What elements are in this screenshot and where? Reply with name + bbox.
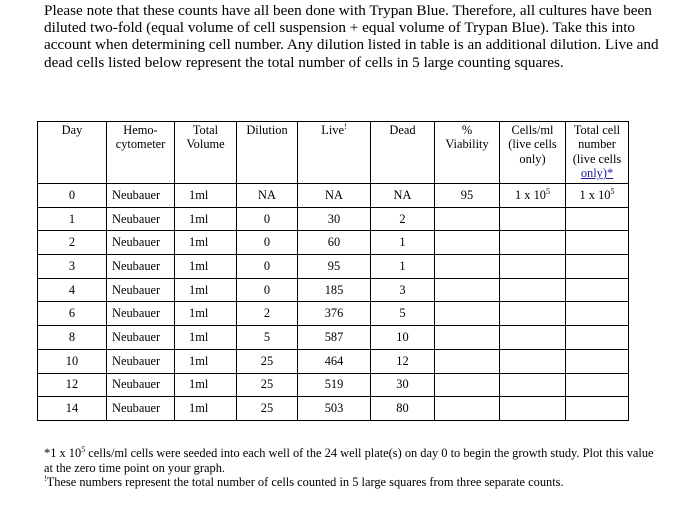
cell-total-cell-number [566, 184, 629, 208]
cell-dilution [237, 184, 298, 208]
cell-live [298, 397, 371, 421]
cell-hemocytometer-value: Neubauer [112, 401, 161, 416]
cell-total-cell-number [566, 373, 629, 397]
cell-dead-value: NA [393, 187, 412, 202]
cell-cells-per-ml [500, 231, 566, 255]
cell-total-volume [175, 302, 237, 326]
cell-day-value: 10 [65, 353, 79, 368]
cell-dilution [237, 302, 298, 326]
cell-total-volume-value: 1ml [189, 306, 209, 321]
table-row [38, 302, 629, 326]
cell-dead-value: 1 [399, 235, 406, 250]
cell-dilution [237, 349, 298, 373]
cell-live [298, 255, 371, 279]
cell-total-volume-value: 1ml [189, 211, 209, 226]
cell-dead [371, 207, 435, 231]
header-dead [371, 122, 435, 184]
cell-live [298, 373, 371, 397]
cell-cells-per-ml-exponent: 5 [545, 186, 550, 196]
footnote-star: * [44, 446, 51, 460]
cell-dilution-value: NA [258, 187, 276, 202]
header-cells-per-ml-label: Cells/ml (live cells only) [508, 123, 557, 166]
cell-dilution [237, 373, 298, 397]
cell-hemocytometer [107, 302, 175, 326]
cell-viability-value: 95 [460, 187, 474, 202]
cell-day [38, 278, 107, 302]
footnotes [44, 446, 664, 490]
cell-live-value: 60 [327, 235, 341, 250]
cell-live [298, 184, 371, 208]
cell-total-volume [175, 207, 237, 231]
cell-day-value: 12 [65, 377, 79, 392]
footnote-counts-mark: ! [44, 473, 47, 483]
cell-cells-per-ml [500, 278, 566, 302]
cell-total-volume-value: 1ml [189, 235, 209, 250]
cell-dead [371, 326, 435, 350]
cell-dilution-value: 5 [263, 329, 271, 344]
cell-cells-per-ml-value: 1 x 10 [515, 187, 546, 202]
cell-dilution-value: 25 [260, 377, 274, 392]
table-row [38, 255, 629, 279]
cell-cells-per-ml [500, 184, 566, 208]
cell-total-volume-value: 1ml [189, 282, 209, 297]
header-dead-label: Dead [389, 123, 416, 137]
header-hemocytometer-label: Hemo- cytometer [115, 123, 166, 152]
table-row [38, 349, 629, 373]
cell-hemocytometer [107, 184, 175, 208]
cell-hemocytometer [107, 397, 175, 421]
cell-viability [435, 349, 500, 373]
cell-live-value: 185 [324, 282, 344, 297]
cell-live-value: 376 [324, 306, 344, 321]
cell-dead-value: 12 [396, 353, 409, 368]
cell-total-cell-number [566, 231, 629, 255]
cell-live [298, 349, 371, 373]
cell-count-table [37, 121, 629, 421]
header-live [298, 122, 371, 184]
cell-viability [435, 397, 500, 421]
footnote-seeding-text: cells/ml cells were seeded into each well of the 24 well plate(s) on day 0 to begin the growth study. Plot this value at the zero time point on your graph. [44, 446, 654, 475]
cell-total-cell-number [566, 207, 629, 231]
cell-live [298, 231, 371, 255]
cell-dilution [237, 397, 298, 421]
header-hemocytometer [107, 122, 175, 184]
cell-hemocytometer [107, 326, 175, 350]
cell-hemocytometer-value: Neubauer [112, 282, 161, 297]
cell-day-value: 6 [68, 306, 76, 321]
cell-dead-value: 10 [396, 329, 409, 344]
cell-day-value: 1 [68, 211, 76, 226]
cell-dilution [237, 278, 298, 302]
cell-day-value: 0 [68, 187, 76, 202]
cell-total-volume-value: 1ml [189, 258, 209, 273]
cell-viability [435, 255, 500, 279]
header-dilution [237, 122, 298, 184]
cell-day-value: 8 [68, 329, 76, 344]
footnote-seeding-value: 1 x 10 [50, 446, 82, 460]
header-viability [435, 122, 500, 184]
cell-dilution-value: 0 [263, 258, 271, 273]
cell-hemocytometer [107, 207, 175, 231]
cell-day [38, 326, 107, 350]
header-viability-label: % Viability [445, 123, 489, 152]
table-row [38, 373, 629, 397]
cell-hemocytometer-value: Neubauer [112, 258, 161, 273]
cell-hemocytometer [107, 373, 175, 397]
cell-day-value: 4 [68, 282, 76, 297]
cell-dilution [237, 231, 298, 255]
cell-total-volume-value: 1ml [189, 353, 209, 368]
cell-day [38, 397, 107, 421]
cell-dead [371, 255, 435, 279]
cell-cells-per-ml [500, 373, 566, 397]
cell-dilution-value: 0 [263, 235, 271, 250]
cell-viability [435, 373, 500, 397]
cell-dead [371, 278, 435, 302]
cell-live-value: 503 [324, 401, 344, 416]
cell-total-cell-number [566, 278, 629, 302]
cell-dead-value: 5 [399, 306, 406, 321]
cell-day [38, 373, 107, 397]
cell-hemocytometer [107, 255, 175, 279]
cell-total-cell-number [566, 255, 629, 279]
cell-total-volume [175, 397, 237, 421]
cell-cells-per-ml [500, 207, 566, 231]
cell-total-volume-value: 1ml [189, 329, 209, 344]
cell-total-volume [175, 231, 237, 255]
cell-live-value: 30 [327, 211, 341, 226]
cell-viability [435, 302, 500, 326]
cell-hemocytometer-value: Neubauer [112, 377, 161, 392]
cell-viability [435, 184, 500, 208]
table-header-row [38, 122, 629, 184]
header-cells-per-ml [500, 122, 566, 184]
cell-hemocytometer-value: Neubauer [112, 329, 161, 344]
header-live-footnote-mark: ! [344, 121, 347, 131]
cell-cells-per-ml [500, 326, 566, 350]
footnote-counts-text: These numbers represent the total number of cells counted in 5 large squares from three separate counts. [46, 475, 564, 489]
header-live-label: Live [321, 123, 345, 137]
table-row [38, 207, 629, 231]
cell-dead [371, 397, 435, 421]
cell-viability [435, 231, 500, 255]
cell-cells-per-ml [500, 302, 566, 326]
cell-hemocytometer-value: Neubauer [112, 235, 161, 250]
table-row [38, 326, 629, 350]
table-row [38, 278, 629, 302]
cell-dilution-value: 2 [263, 306, 271, 321]
cell-total-cell-number [566, 326, 629, 350]
cell-dead [371, 302, 435, 326]
header-dilution-label: Dilution [246, 123, 288, 137]
footnote-counts [44, 475, 664, 490]
cell-hemocytometer [107, 278, 175, 302]
cell-dead-value: 30 [396, 377, 409, 392]
cell-dilution-value: 0 [263, 282, 271, 297]
cell-hemocytometer-value: Neubauer [112, 211, 161, 226]
cell-hemocytometer [107, 231, 175, 255]
cell-hemocytometer [107, 349, 175, 373]
table-row [38, 184, 629, 208]
cell-dead-value: 1 [399, 258, 406, 273]
cell-total-cell-number-value: 1 x 10 [579, 187, 611, 202]
header-total-cell-number [566, 122, 629, 184]
table-row [38, 231, 629, 255]
cell-live-value: 587 [324, 329, 344, 344]
cell-total-volume [175, 278, 237, 302]
cell-dilution [237, 207, 298, 231]
header-total-volume [175, 122, 237, 184]
cell-dilution-value: 0 [263, 211, 271, 226]
cell-hemocytometer-value: Neubauer [112, 306, 161, 321]
cell-total-cell-number [566, 349, 629, 373]
cell-day [38, 184, 107, 208]
cell-total-volume-value: 1ml [189, 401, 209, 416]
table-row [38, 397, 629, 421]
cell-dead [371, 184, 435, 208]
cell-live [298, 278, 371, 302]
cell-day [38, 207, 107, 231]
cell-total-volume [175, 255, 237, 279]
cell-total-volume [175, 326, 237, 350]
cell-viability [435, 278, 500, 302]
cell-day [38, 349, 107, 373]
cell-viability [435, 326, 500, 350]
cell-total-volume-value: 1ml [189, 187, 209, 202]
header-total-volume-label: Total Volume [186, 123, 225, 152]
cell-total-cell-number [566, 302, 629, 326]
cell-dilution-value: 25 [260, 353, 274, 368]
cell-live-value: 519 [324, 377, 344, 392]
cell-cells-per-ml [500, 397, 566, 421]
cell-day [38, 302, 107, 326]
cell-total-cell-number-exponent: 5 [610, 186, 615, 196]
cell-hemocytometer-value: Neubauer [112, 353, 161, 368]
cell-day [38, 255, 107, 279]
cell-total-volume [175, 373, 237, 397]
cell-dilution [237, 326, 298, 350]
cell-dead [371, 231, 435, 255]
cell-live [298, 302, 371, 326]
cell-live-value: 464 [324, 353, 344, 368]
cell-dead-value: 2 [399, 211, 406, 226]
cell-total-volume [175, 349, 237, 373]
cell-dead [371, 373, 435, 397]
footnote-seeding [44, 446, 664, 475]
cell-viability [435, 207, 500, 231]
cell-live-value: NA [325, 187, 343, 202]
cell-day-value: 2 [68, 235, 76, 250]
header-total-cell-underlined: only)* [580, 166, 614, 181]
header-day-label: Day [61, 123, 83, 137]
cell-day-value: 14 [65, 401, 79, 416]
cell-total-cell-number [566, 397, 629, 421]
cell-dead-value: 80 [396, 401, 409, 416]
cell-hemocytometer-value: Neubauer [112, 187, 161, 202]
header-day [38, 122, 107, 184]
cell-dilution [237, 255, 298, 279]
cell-live [298, 326, 371, 350]
cell-live [298, 207, 371, 231]
cell-dead-value: 3 [399, 282, 406, 297]
footnote-seeding-exponent: 5 [81, 444, 86, 454]
cell-day-value: 3 [68, 258, 76, 273]
cell-cells-per-ml [500, 349, 566, 373]
intro-paragraph: Please note that these counts have all been done with Trypan Blue. Therefore, all cultures have been diluted two-fold (equal volume of cell suspension + equal volume of Trypan Blue). Take this into account when determining cell number. Any dilution listed in table is an additional dilution. Live and dead cells listed below represent the total number of cells in 5 large counting squares. [44, 2, 659, 71]
cell-total-volume [175, 184, 237, 208]
cell-total-volume-value: 1ml [189, 377, 209, 392]
cell-dead [371, 349, 435, 373]
header-total-cell-label: Total cell number (live cells [572, 123, 622, 166]
cell-cells-per-ml [500, 255, 566, 279]
cell-day [38, 231, 107, 255]
cell-dilution-value: 25 [260, 401, 274, 416]
cell-live-value: 95 [327, 258, 341, 273]
